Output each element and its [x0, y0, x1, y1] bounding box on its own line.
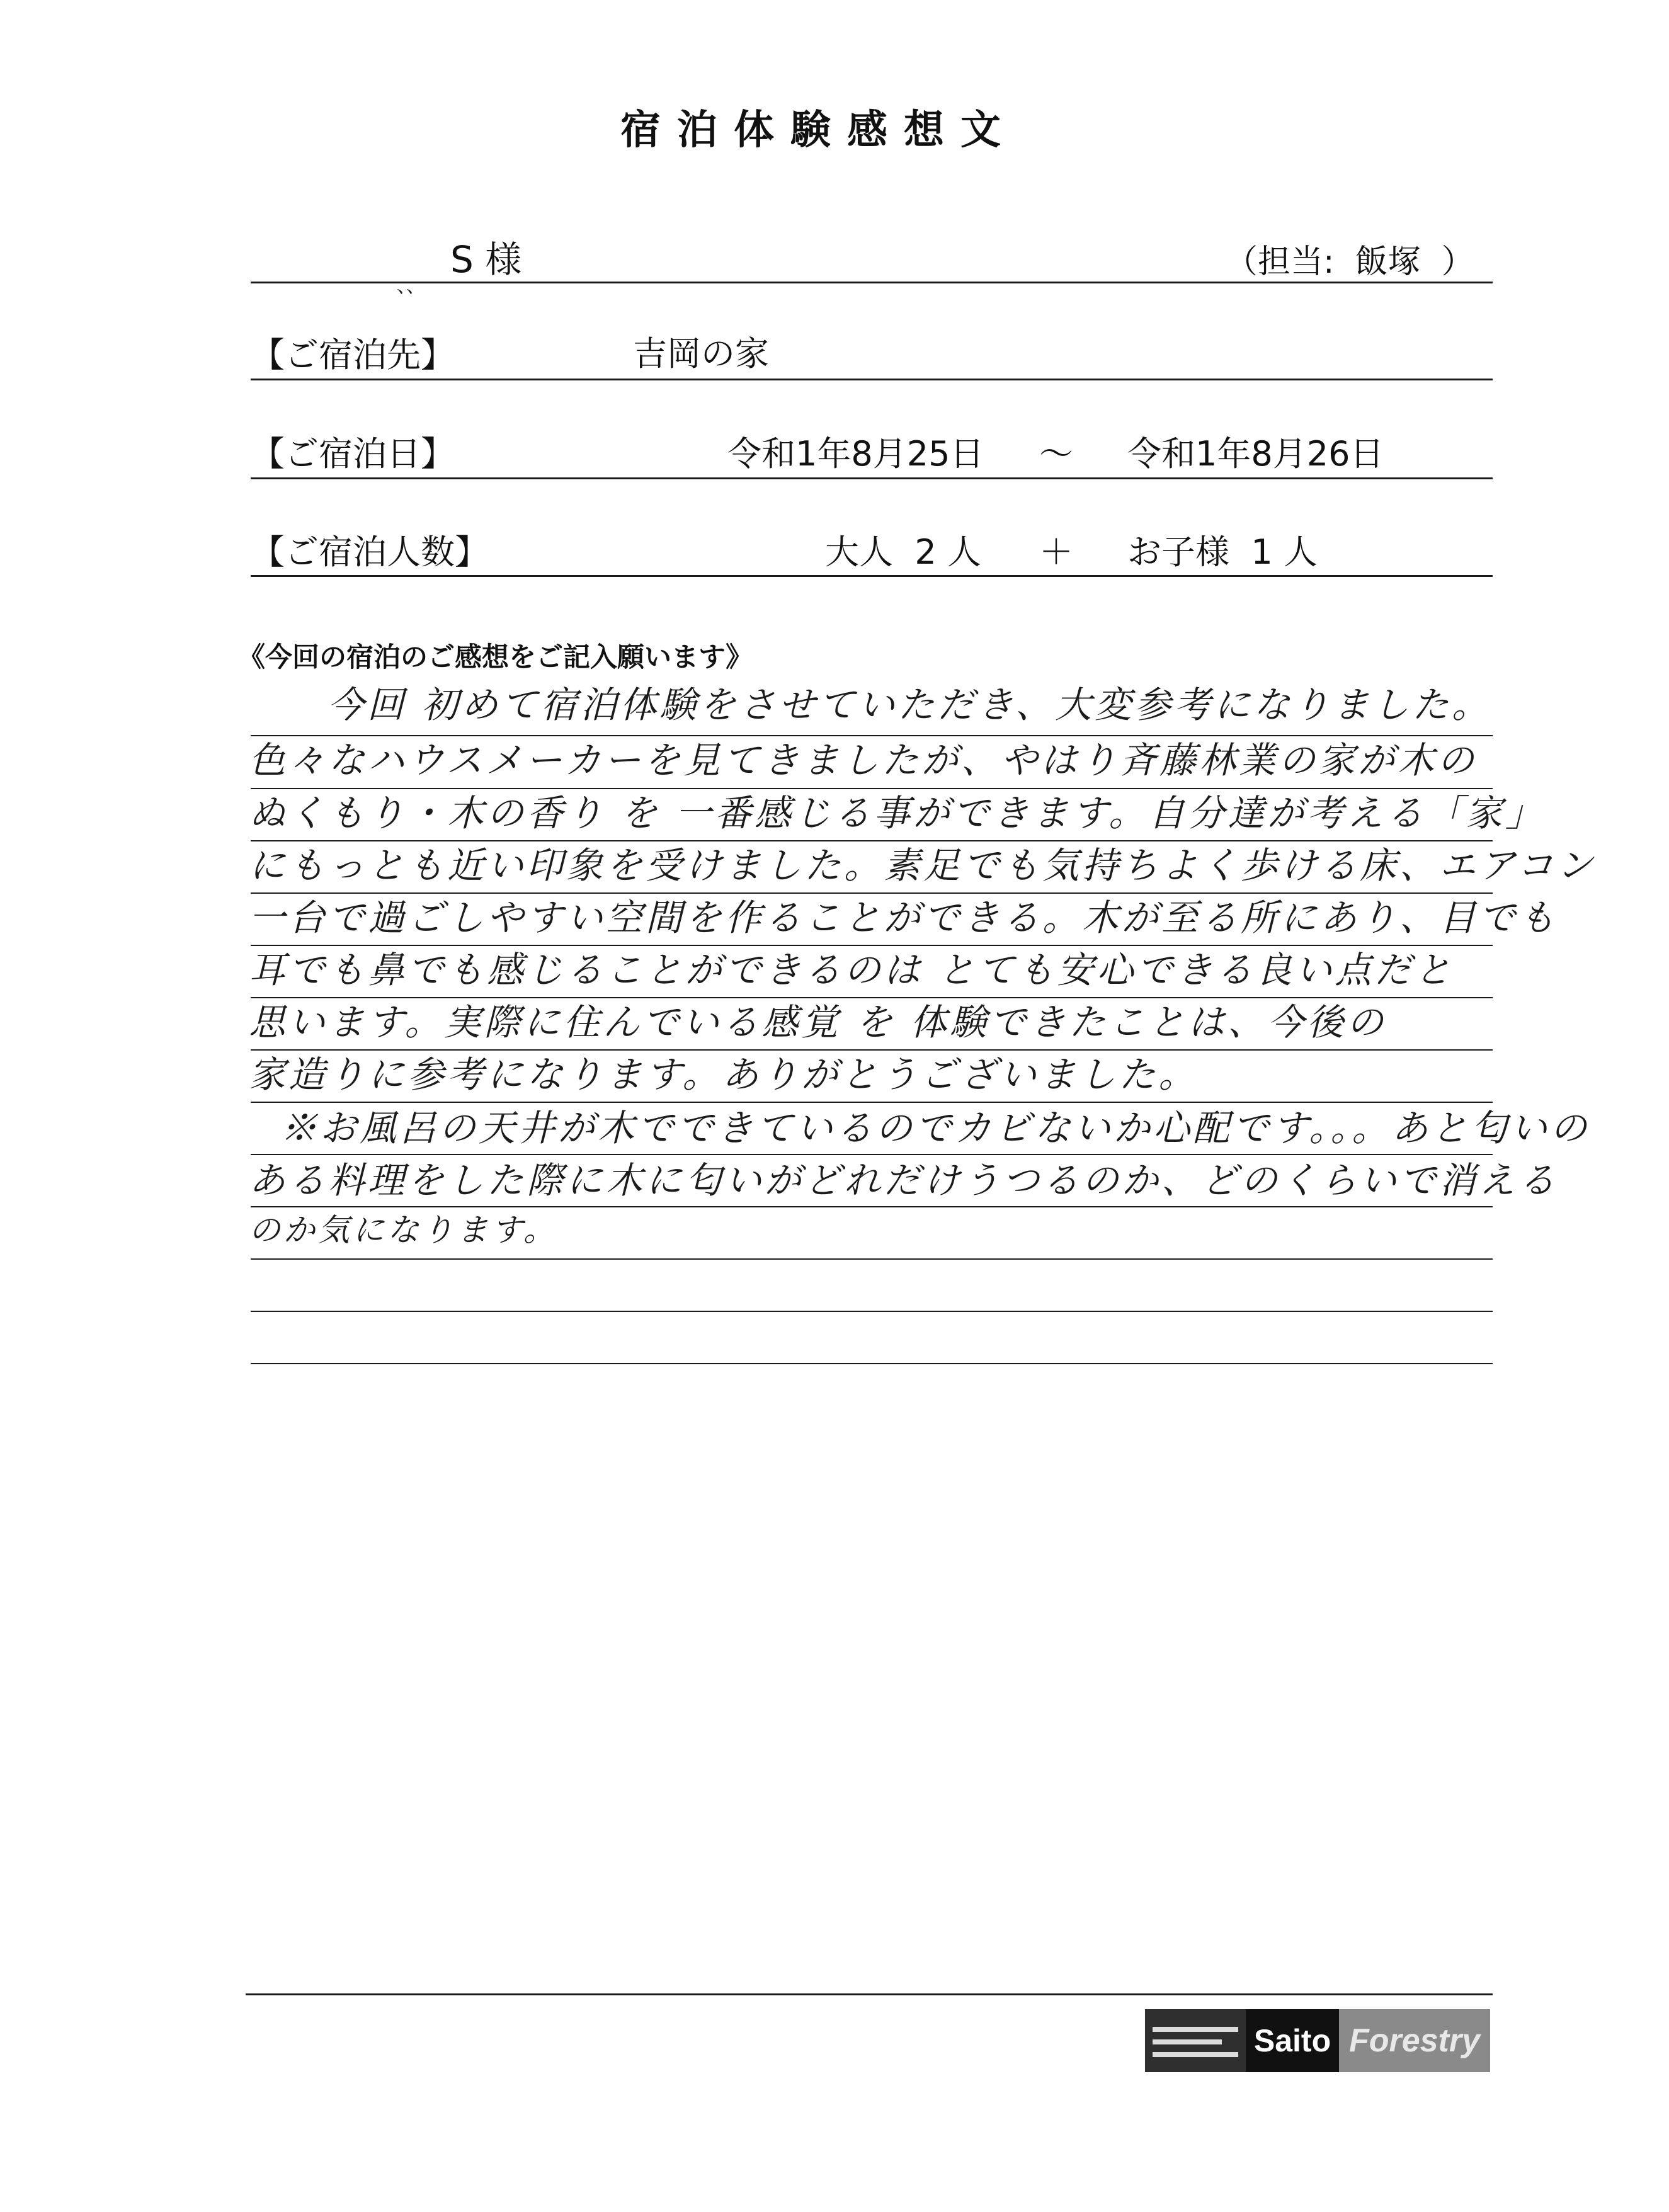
- comment-line: 色々なハウスメーカーを見てきましたが、やはり斉藤林業の家が木の: [249, 739, 1478, 782]
- date-label: 【ご宿泊日】: [251, 434, 455, 474]
- footer-rule: [246, 1993, 1493, 1995]
- saito-forestry-logo: [1145, 2009, 1490, 2072]
- comment-line: 今回 初めて宿泊体験をさせていただき、大変参考になりました。: [328, 683, 1492, 726]
- logo-mark-icon: [1145, 2009, 1246, 2072]
- people-underline: [251, 575, 1493, 577]
- comment-line: のか気になります。: [249, 1212, 558, 1248]
- comment-line: ある料理をした際に木に匂いがどれだけうつるのか、どのくらいで消える: [249, 1159, 1559, 1202]
- guest-name: S 様: [450, 238, 522, 281]
- comment-line: ※お風呂の天井が木でできているのでカビないか心配です。。。あと匂いの: [280, 1107, 1590, 1149]
- comment-rule: [251, 1206, 1493, 1207]
- logo-word-forestry: Forestry: [1339, 2009, 1490, 2072]
- comment-rule: [251, 997, 1493, 998]
- comment-line: 家造りに参考になります。ありがとうございました。: [249, 1053, 1199, 1096]
- people-children: お子様 1 人: [1127, 532, 1318, 572]
- place-label: 【ご宿泊先】: [251, 335, 455, 375]
- comment-line: ぬくもり・木の香り を 一番感じる事ができます。自分達が考える「家」: [249, 792, 1546, 835]
- comment-line: にもっとも近い印象を受けました。素足でも気持ちよく歩ける床、エアコン: [249, 844, 1597, 887]
- comment-rule: [251, 1154, 1493, 1155]
- comment-rule: [251, 840, 1493, 841]
- date-separator: ～: [1039, 434, 1073, 474]
- comment-rule: [251, 1311, 1493, 1312]
- staff-name: （担当: 飯塚 ）: [1225, 243, 1474, 281]
- comment-line: 一台で過ごしやすい空間を作ることができる。木が至る所にあり、目でも: [249, 896, 1559, 939]
- comment-rule: [251, 892, 1493, 894]
- comment-rule: [251, 735, 1493, 736]
- comment-rule: [251, 1363, 1493, 1364]
- date-from: 令和1年8月25日: [727, 434, 984, 474]
- comment-prompt: 《今回の宿泊のご感想をご記入願います》: [238, 642, 753, 673]
- comment-rule: [251, 945, 1493, 946]
- guest-name-marks: 、、: [397, 275, 425, 297]
- people-plus: ＋: [1039, 532, 1073, 572]
- people-label: 【ご宿泊人数】: [251, 532, 489, 572]
- logo-word-saito: Saito: [1246, 2009, 1339, 2072]
- place-value: 吉岡の家: [633, 334, 769, 373]
- comment-line: 思います。実際に住んでいる感覚 を 体験できたことは、今後の: [249, 1001, 1387, 1044]
- comment-rule: [251, 1102, 1493, 1103]
- date-underline: [251, 477, 1493, 479]
- comment-rule: [251, 1258, 1493, 1260]
- date-to: 令和1年8月26日: [1127, 434, 1384, 474]
- people-adults: 大人 2 人: [825, 532, 981, 572]
- place-underline: [251, 379, 1493, 380]
- guest-underline: [251, 282, 1493, 283]
- comment-rule: [251, 788, 1493, 789]
- comment-rule: [251, 1049, 1493, 1051]
- document-title: 宿泊体験感想文: [620, 107, 1017, 154]
- comment-line: 耳でも鼻でも感じることができるのは とても安心できる良い点だと: [249, 949, 1454, 991]
